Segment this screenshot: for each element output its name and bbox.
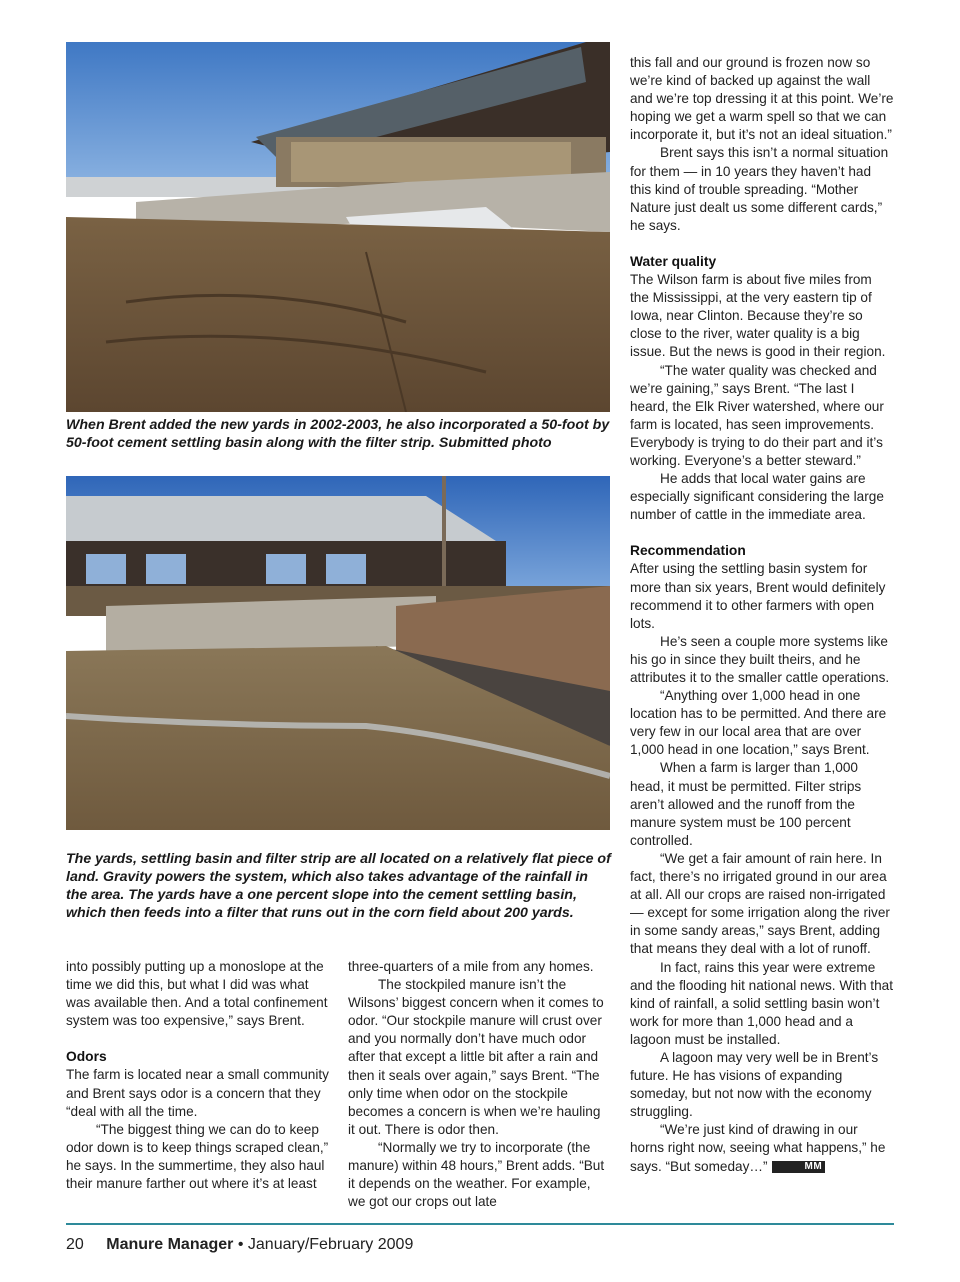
- paragraph: The farm is located near a small community and Brent says odor is a concern that they “deal with all the time.: [66, 1067, 329, 1119]
- body-column-middle: [348, 958, 610, 1211]
- paragraph: A lagoon may very well be in Brent’s future. He has visions of expanding someday, but not now with the economy struggling.: [630, 1049, 879, 1120]
- issue-date: January/February 2009: [247, 1236, 414, 1253]
- settling-basin-photo: [66, 42, 610, 412]
- paragraph-last: [630, 1121, 894, 1175]
- paragraph: “The water quality was checked and we’re gaining,” says Brent. “The last I heard, the Elk River watershed, where our farm is located, has seen improvements. Everybody is trying to do their part and it’s working. Everyone’s a better steward.”: [630, 362, 884, 468]
- paragraph: He adds that local water gains are especially significant considering the large number of cattle in the immediate area.: [630, 471, 884, 523]
- section-heading-water-quality: Water quality: [630, 253, 717, 269]
- paragraph: In fact, rains this year were extreme and the flooding hit national news. With that kind of rainfall, a solid settling basin won’t work for more than 1,000 head and a lagoon must be installed.: [630, 959, 893, 1047]
- paragraph: this fall and our ground is frozen now so we’re kind of backed up against the wall and we’re top dressing it at this point. We’re hoping we get a warm spell so that we can incorporate it, but it’s not an ideal situation.”: [630, 55, 894, 143]
- paragraph: The Wilson farm is about five miles from the Mississippi, at the very eastern tip of Iowa, near Clinton. Because they’re so close to the river, water quality is a big issue. But the news is good in their region.: [630, 272, 886, 360]
- body-column-left: [66, 958, 332, 1193]
- paragraph: Brent says this isn’t a normal situation for them — in 10 years they haven’t had this kind of trouble spreading. “Mother Nature just dealt us some different cards,” he says.: [630, 145, 889, 233]
- page-footer: [66, 1236, 413, 1254]
- footer-bullet: •: [237, 1236, 244, 1253]
- paragraph: into possibly putting up a monoslope at the time we did this, but what I did was what was available then. And a total confinement system was too expensive,” says Brent.: [66, 959, 328, 1029]
- paragraph: “The biggest thing we can do to keep odor down is to keep things scraped clean,” he says. In the summertime, they also haul their manure farther out where it’s at least: [66, 1121, 329, 1192]
- paragraph: “We get a fair amount of rain here. In fact, there’s no irrigated ground in our area at all. All our crops are raised non-irrigated — except for some irrigation along the river in some sandy areas,” says Brent, adding that means they deal with a lot of runoff.: [630, 850, 890, 957]
- paragraph: “Normally we try to incorporate (the manure) within 48 hours,” Brent adds. “But it depends on the weather. For example, we got our crops out late: [348, 1139, 605, 1210]
- paragraph: He’s seen a couple more systems like his go in since they built theirs, and he attributes it to the smaller cattle operations.: [630, 633, 890, 685]
- footer-rule: [66, 1223, 894, 1225]
- paragraph: After using the settling basin system for more than six years, Brent would definitely recommend it to other farmers with open lots.: [630, 561, 886, 631]
- top-photo-caption: When Brent added the new yards in 2002-2003, he also incorporated a 50-foot by 50-foot cement settling basin along with the filter strip. Submitted photo: [66, 417, 610, 451]
- paragraph: three-quarters of a mile from any homes.: [348, 959, 594, 974]
- magazine-name: Manure Manager: [106, 1236, 234, 1253]
- page-number: 20: [66, 1236, 84, 1253]
- paragraph-text: “We’re just kind of drawing in our horns right now, seeing what happens,” he says. “But someday…”: [630, 1122, 886, 1174]
- bottom-photo-caption: The yards, settling basin and filter strip are all located on a relatively flat piece of land. Gravity powers the system, which also takes advantage of the rainfall in the area. The yards have a one percent slope into the cement settling basin, which then feeds into a filter that runs out in the corn field about 200 yards.: [66, 851, 611, 921]
- section-heading-odors: Odors: [66, 1049, 107, 1065]
- section-heading-recommendation: Recommendation: [630, 543, 746, 559]
- paragraph: The stockpiled manure isn’t the Wilsons’ biggest concern when it comes to odor. “Our stockpile manure will crust over and you normally don’t have much odor after that except a little bit after a rain and then it seals over again,” says Brent. “The only time when odor on the stockpile becomes a concern is when we’re hauling it out. There is odor then.: [348, 977, 604, 1137]
- body-column-right: [630, 54, 894, 1176]
- end-mark-logo-icon: MM: [772, 1161, 826, 1173]
- paragraph: When a farm is larger than 1,000 head, it must be permitted. Filter strips aren’t allowed and the runoff from the manure system must be 100 percent controlled.: [630, 760, 862, 848]
- yards-photo: [66, 476, 610, 830]
- paragraph: “Anything over 1,000 head in one location has to be permitted. And there are very few in our local area that are over 1,000 head in one location,” says Brent.: [630, 688, 887, 758]
